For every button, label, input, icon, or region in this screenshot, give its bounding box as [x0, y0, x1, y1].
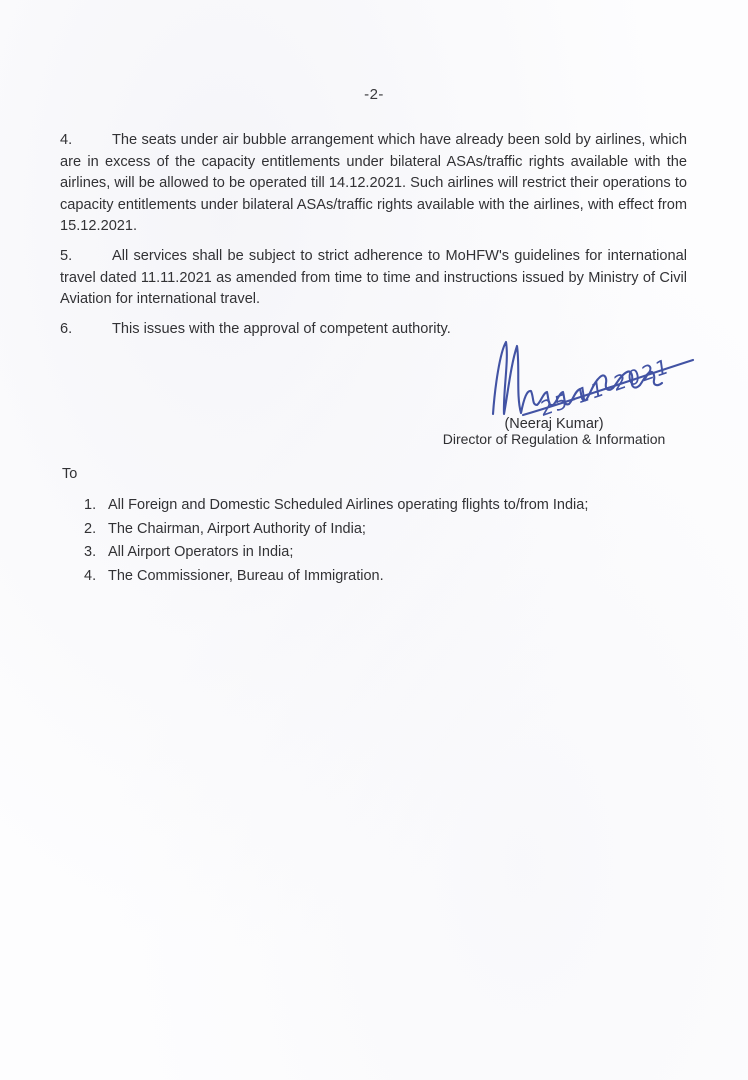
- distribution-item-3: [84, 544, 684, 561]
- distribution-item-1-text: All Foreign and Domestic Scheduled Airlines operating flights to/from India;: [108, 497, 589, 513]
- distribution-item-2: [84, 521, 684, 538]
- signatory-title: Director of Regulation & Information: [442, 431, 666, 447]
- signature-date: 25-11-2021: [536, 353, 674, 421]
- distribution-item-4-number: 4.: [84, 567, 97, 584]
- distribution-item-3-text: All Airport Operators in India;: [108, 544, 294, 560]
- paragraph-6-number: 6.: [60, 321, 73, 337]
- distribution-item-4-text: The Commissioner, Bureau of Immigration.: [108, 567, 384, 584]
- paragraph-5: [60, 246, 687, 311]
- distribution-item-4: [84, 568, 684, 585]
- distribution-item-1-number: 1.: [84, 497, 97, 513]
- distribution-list: [84, 497, 684, 591]
- distribution-label: To: [62, 466, 78, 482]
- page-number: -2-: [364, 86, 384, 103]
- paragraph-4-text: The seats under air bubble arrangement which have already been sold by airlines, which are in excess of the capacity entitlements under bilateral ASAs/traffic rights available with the airlines, will be allowed to be operated till 14.12.2021. Such airlines will restrict their operations to capacity entitlements under bilateral ASAs/traffic rights available with the airlines, with effect from 15.12.2021.: [60, 132, 687, 235]
- distribution-item-2-text: The Chairman, Airport Authority of India;: [108, 520, 366, 537]
- signatory-name: (Neeraj Kumar): [504, 416, 604, 432]
- paragraph-5-text: All services shall be subject to strict adherence to MoHFW's guidelines for international travel dated 11.11.2021 as amended from time to time and instructions issued by Ministry of Civil Aviation for international travel.: [60, 248, 687, 308]
- signatory-block: [433, 416, 675, 448]
- paragraph-4: [60, 130, 687, 238]
- distribution-item-2-number: 2.: [84, 520, 97, 537]
- distribution-item-1: [84, 497, 684, 514]
- distribution-item-3-number: 3.: [84, 544, 97, 560]
- paragraph-4-number: 4.: [60, 132, 73, 148]
- paragraph-5-number: 5.: [60, 248, 73, 264]
- handwritten-signature: [483, 334, 698, 426]
- paragraph-6-text: This issues with the approval of competent authority.: [112, 321, 451, 337]
